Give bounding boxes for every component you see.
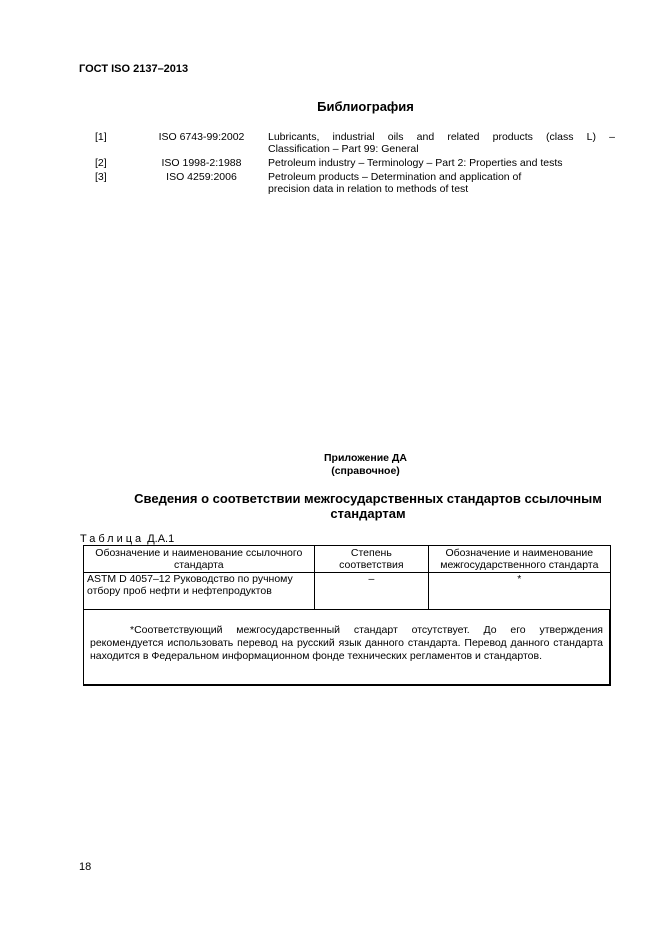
column-header: Обозначение и наименование межгосударственного стандарта (429, 546, 610, 573)
entry-code: ISO 1998-2:1988 (161, 157, 242, 169)
section-title: Сведения о соответствии межгосударственных стандартов ссылочным стандартам (134, 491, 602, 521)
table-cell-degree: – (314, 573, 429, 610)
entry-description-line: Petroleum products – Determination and application of (268, 171, 522, 183)
appendix-subtitle: (справочное) (331, 465, 400, 477)
bibliography-list (95, 131, 615, 197)
entry-description-line: Classification – Part 99: General (268, 143, 419, 155)
bibliography-entry (95, 157, 615, 169)
column-header: Степень соответствия (314, 546, 429, 573)
table-footnote-cell (84, 610, 611, 686)
table-header-row (84, 546, 611, 573)
table-footnote-row (84, 610, 611, 686)
appendix-title: Приложение ДА (324, 452, 407, 464)
entry-description-line: Petroleum industry – Terminology – Part 2: Properties and tests (268, 157, 563, 169)
entry-number: [3] (95, 171, 107, 183)
entry-code: ISO 4259:2006 (166, 171, 237, 183)
entry-code: ISO 6743-99:2002 (158, 131, 245, 143)
table-cell-interstate: * (429, 573, 610, 610)
table-row (84, 573, 611, 610)
table-caption-number: Д.А.1 (147, 533, 175, 545)
column-header: Обозначение и наименование ссылочного стандарта (84, 546, 315, 573)
entry-number: [2] (95, 157, 107, 169)
correspondence-table (83, 545, 611, 686)
document-header: ГОСТ ISO 2137–2013 (79, 63, 189, 75)
entry-description (268, 171, 615, 195)
entry-number: [1] (95, 131, 107, 143)
bibliography-entry (95, 171, 615, 195)
entry-description-line: precision data in relation to methods of test (268, 183, 469, 195)
bibliography-entry (95, 131, 615, 155)
table-caption-word: Таблица (80, 533, 145, 545)
page-number: 18 (79, 861, 92, 873)
table-footnote: *Соответствующий межгосударственный стандарт отсутствует. До его утверждения рекомендуется использовать перевод на русский язык данного стандарта. Перевод данного стандарта находится в Федеральном информационном фонде технических регламентов и стандартов. (90, 624, 603, 662)
table-caption (80, 533, 174, 545)
entry-description (268, 131, 615, 155)
entry-description-line: Lubricants, industrial oils and related products (class L) – (268, 131, 615, 143)
entry-description (268, 157, 615, 169)
table-cell-ref: ASTM D 4057–12 Руководство по ручному отбору проб нефти и нефтепродуктов (84, 573, 315, 610)
bibliography-title: Библиография (317, 99, 414, 114)
